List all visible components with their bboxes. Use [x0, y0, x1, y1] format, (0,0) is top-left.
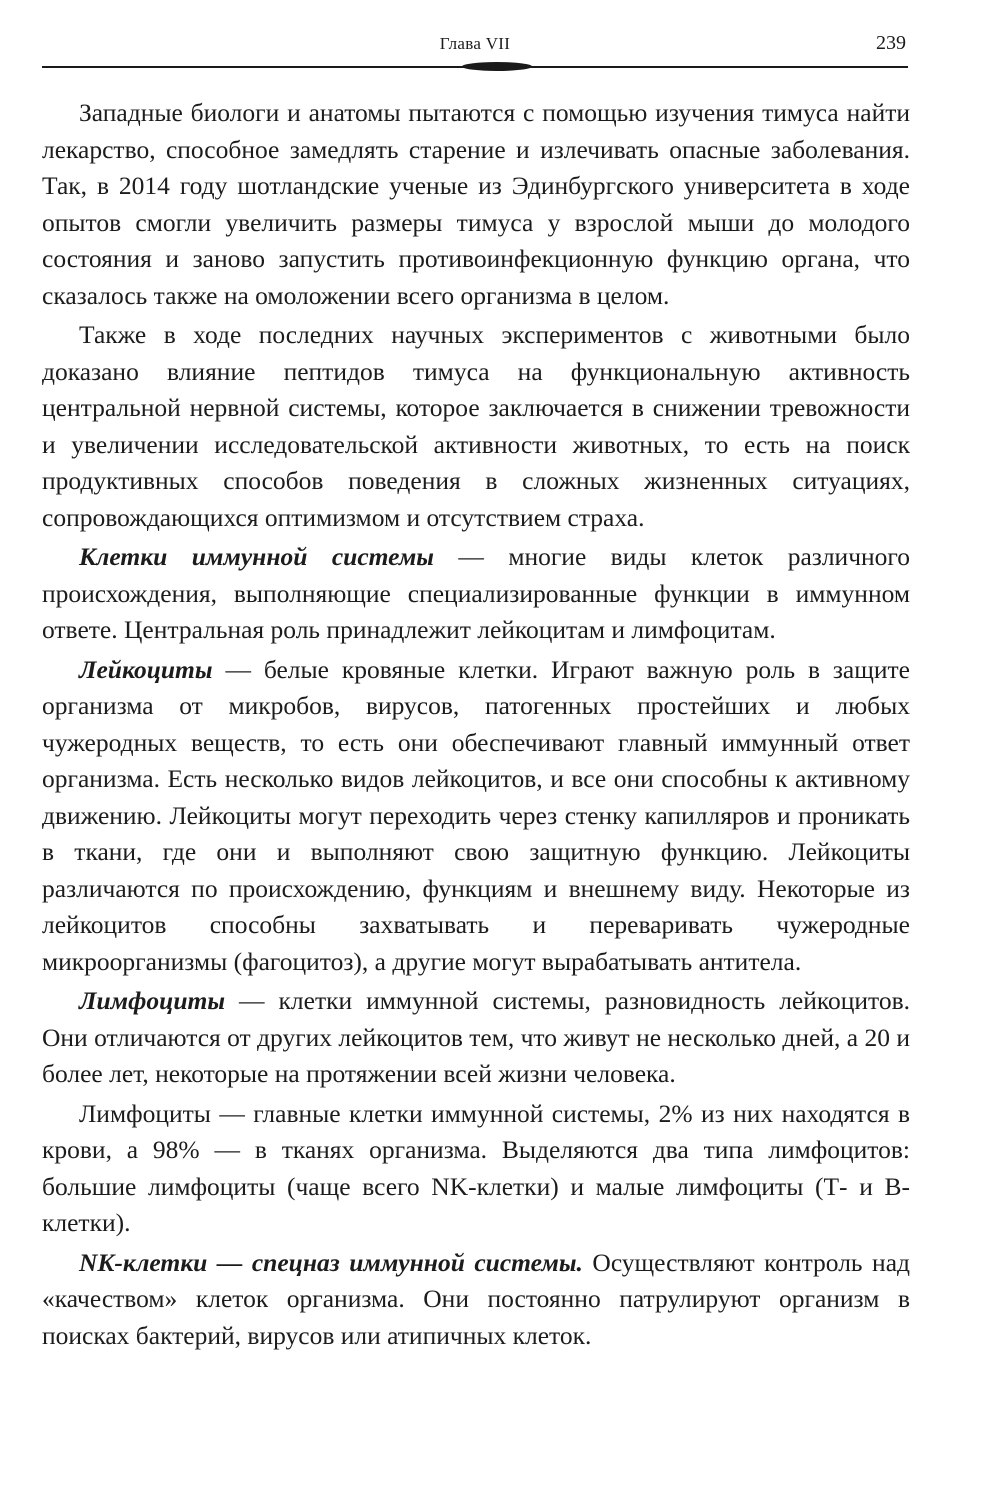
- paragraph-text: Осуществляют контроль над «качеством» клеток организма. Они постоянно патрулируют организм в поисках бактерий, вирусов или атипичных клеток.: [42, 1247, 910, 1350]
- page-number: 239: [876, 32, 906, 54]
- paragraph-leukocytes: [42, 652, 910, 981]
- paragraph-text: — белые кровяные клетки. Играют важную роль в защите организма от микробов, вирусов, патогенных простейших и любых чужеродных веществ, то есть они обеспечивают главный иммунный ответ организма. Есть несколько видов лейкоцитов, и все они способны к активному движению. Лейкоциты могут переходить через стенку капилляров и проникать в ткани, где они и выполняют свою защитную функцию. Лейкоциты различаются по происхождению, функциям и внешнему виду. Некоторые из лейкоцитов способны захватывать и переваривать чужеродные микроорганизмы (фагоцитоз), а другие могут вырабатывать антитела.: [42, 654, 910, 976]
- paragraph-lymphocytes: [42, 983, 910, 1093]
- paragraph-nk-cells: [42, 1245, 910, 1355]
- header-ornament: [462, 62, 532, 71]
- paragraph-text: Также в ходе последних научных экспериментов с животными было доказано влияние пептидов тимуса на функциональную активность центральной нервной системы, которое заключается в снижении тревожности и увеличении исследовательской активности животных, то есть на поиск продуктивных способов поведения в сложных жизненных ситуациях, сопровождающихся оптимизмом и отсутствием страха.: [42, 320, 910, 532]
- term-lymphocytes: Лимфоциты: [79, 986, 226, 1015]
- paragraph-immune-cells: [42, 539, 910, 649]
- paragraph-text: Западные биологи и анатомы пытаются с помощью изучения тимуса найти лекарство, способное замедлять старение и излечивать опасные заболевания. Так, в 2014 году шотландские ученые из Эдинбургского университета в ходе опытов смогли увеличить размеры тимуса у взрослой мыши до молодого состояния и заново запустить противоинфекционную функцию органа, что сказалось также на омоложении всего организма в целом.: [42, 98, 910, 310]
- term-nk-cells: NK-клетки — спецназ иммунной системы.: [79, 1247, 583, 1277]
- term-immune-cells: Клетки иммунной системы: [79, 542, 434, 571]
- paragraph-text: — клетки иммунной системы, разновидность лейкоцитов. Они отличаются от других лейкоцитов тем, что живут не несколько дней, а 20 и более лет, некоторые на протяжении всей жизни человека.: [42, 986, 910, 1088]
- body-text: [42, 95, 910, 1354]
- paragraph-text: — многие виды клеток различного происхождения, выполняющие специализированные функции в иммунном ответе. Центральная роль принадлежит лейкоцитам и лимфоцитам.: [42, 542, 910, 644]
- chapter-title: Глава VII: [439, 34, 511, 53]
- term-leukocytes: Лейкоциты: [79, 654, 213, 684]
- paragraph-text: Лимфоциты — главные клетки иммунной системы, 2% из них находятся в крови, а 98% — в тканях организма. Выделяются два типа лимфоцитов: большие лимфоциты (чаще всего NK-клетки) и малые лимфоциты (Т- и В-клетки).: [42, 1098, 910, 1237]
- paragraph-thymus-peptides: [42, 317, 910, 536]
- running-head: [42, 32, 908, 66]
- paragraph-thymus-research: [42, 95, 910, 314]
- paragraph-lymphocyte-types: [42, 1096, 910, 1242]
